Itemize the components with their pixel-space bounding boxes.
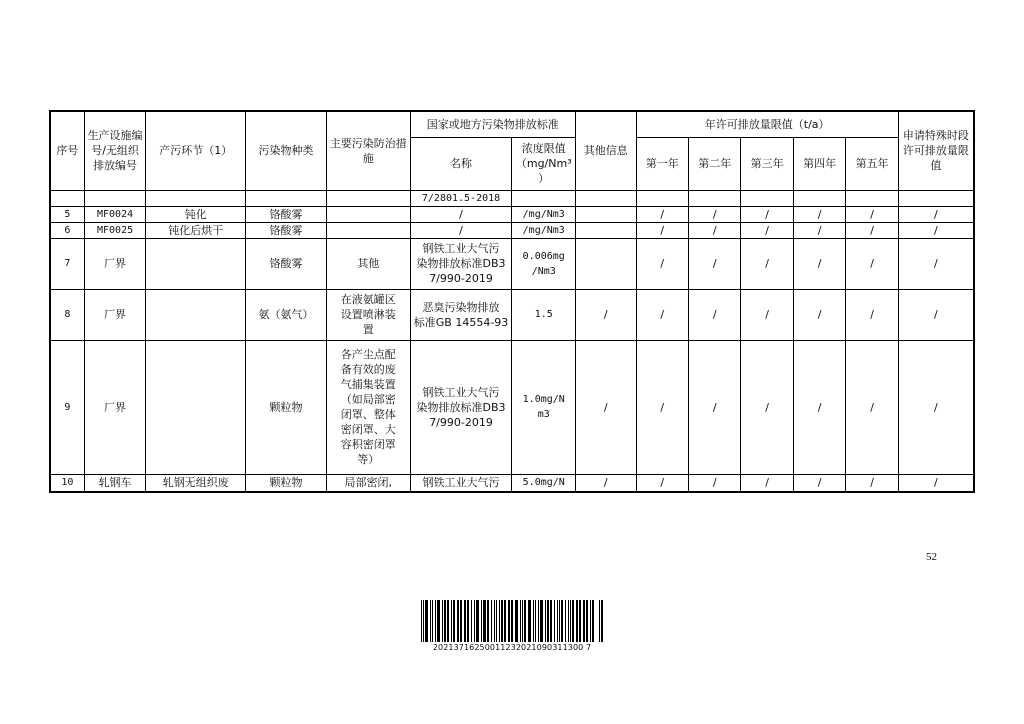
barcode-bar <box>464 600 466 642</box>
barcode-bar <box>471 600 472 642</box>
barcode <box>419 600 605 642</box>
barcode-bar <box>583 600 585 642</box>
barcode-bar <box>511 600 513 642</box>
cell-y2: / <box>688 222 740 238</box>
header-standard-name: 名称 <box>410 137 512 190</box>
cell-stage <box>146 289 246 340</box>
barcode-bar <box>432 600 433 642</box>
cell-y1: / <box>636 206 688 222</box>
cell-measure: 其他 <box>326 238 410 289</box>
cell-code: MF0024 <box>84 206 146 222</box>
header-standard-group: 国家或地方污染物排放标准 <box>410 111 575 137</box>
cell-special: / <box>898 474 974 492</box>
barcode-bar <box>474 600 475 642</box>
barcode-bar <box>421 600 422 642</box>
cell-y5: / <box>846 206 898 222</box>
barcode-bar <box>570 600 571 642</box>
cell-stage <box>146 340 246 474</box>
barcode-bar <box>451 600 452 642</box>
header-pollution-stage: 产污环节（1） <box>146 111 246 190</box>
cell-pollutant <box>246 190 327 206</box>
cell-y3: / <box>741 238 793 289</box>
cell-code: 厂界 <box>84 289 146 340</box>
barcode-bar <box>467 600 469 642</box>
barcode-bar <box>557 600 558 642</box>
cell-other <box>576 222 637 238</box>
cell-y1 <box>636 190 688 206</box>
cell-y3: / <box>741 222 793 238</box>
barcode-bar <box>453 600 455 642</box>
barcode-bar <box>533 600 534 642</box>
cell-other <box>576 190 637 206</box>
barcode-bar <box>501 600 503 642</box>
cell-special <box>898 190 974 206</box>
barcode-bar <box>496 600 497 642</box>
cell-y5: / <box>846 340 898 474</box>
cell-pollutant: 颗粒物 <box>246 340 327 474</box>
barcode-bar <box>565 600 566 642</box>
barcode-bar <box>460 600 462 642</box>
cell-pollutant: 铬酸雾 <box>246 222 327 238</box>
cell-y5: / <box>846 474 898 492</box>
header-year2: 第二年 <box>688 137 740 190</box>
cell-standard: / <box>410 222 512 238</box>
barcode-bar <box>535 600 536 642</box>
barcode-bar <box>476 600 479 642</box>
cell-pollutant: 铬酸雾 <box>246 238 327 289</box>
cell-standard: 钢铁工业大气污 染物排放标准DB3 7/990-2019 <box>410 340 512 474</box>
cell-code: 厂界 <box>84 340 146 474</box>
barcode-bar <box>504 600 506 642</box>
header-annual-group: 年许可排放量限值（t/a） <box>636 111 898 137</box>
cell-limit: /mg/Nm3 <box>512 222 576 238</box>
cell-y3: / <box>741 340 793 474</box>
barcode-bar <box>508 600 510 642</box>
barcode-bar <box>592 600 594 642</box>
cell-measure <box>326 222 410 238</box>
cell-y1: / <box>636 238 688 289</box>
header-year3: 第三年 <box>741 137 793 190</box>
cell-y1: / <box>636 340 688 474</box>
cell-pollutant: 铬酸雾 <box>246 206 327 222</box>
cell-y3: / <box>741 474 793 492</box>
header-facility-code: 生产设施编号/无组织排放编号 <box>84 111 146 190</box>
cell-y1: / <box>636 474 688 492</box>
cell-y4: / <box>793 206 845 222</box>
cell-seq: 8 <box>50 289 84 340</box>
cell-measure <box>326 190 410 206</box>
header-other-info: 其他信息 <box>576 111 637 190</box>
barcode-bar <box>442 600 443 642</box>
cell-y5: / <box>846 289 898 340</box>
table-row <box>50 289 974 340</box>
cell-y1: / <box>636 222 688 238</box>
cell-other <box>576 206 637 222</box>
cell-seq: 6 <box>50 222 84 238</box>
cell-other: / <box>576 340 637 474</box>
barcode-bar <box>579 600 581 642</box>
barcode-bar <box>447 600 449 642</box>
barcode-bar <box>499 600 500 642</box>
cell-standard: / <box>410 206 512 222</box>
barcode-bar <box>576 600 578 642</box>
cell-standard: 钢铁工业大气污 <box>410 474 512 492</box>
barcode-bar <box>559 600 560 642</box>
barcode-bar <box>437 600 440 642</box>
barcode-bar <box>561 600 563 642</box>
barcode-bar <box>550 600 552 642</box>
barcode-bar <box>487 600 489 642</box>
cell-y4: / <box>793 340 845 474</box>
barcode-bar <box>590 600 591 642</box>
cell-limit: /mg/Nm3 <box>512 206 576 222</box>
barcode-bar <box>515 600 518 642</box>
cell-y3: / <box>741 289 793 340</box>
barcode-bar <box>545 600 546 642</box>
cell-measure: 局部密闭, <box>326 474 410 492</box>
table-row <box>50 222 974 238</box>
table-row <box>50 474 974 492</box>
cell-seq: 10 <box>50 474 84 492</box>
barcode-bar <box>457 600 459 642</box>
cell-code: 厂界 <box>84 238 146 289</box>
table-row <box>50 238 974 289</box>
cell-limit: 0.006mg /Nm3 <box>512 238 576 289</box>
barcode-bar <box>586 600 588 642</box>
barcode-bar <box>430 600 431 642</box>
header-pollutant-type: 污染物种类 <box>246 111 327 190</box>
cell-stage: 轧钢无组织废 <box>146 474 246 492</box>
cell-code <box>84 190 146 206</box>
barcode-number: 20213716250011232021090311300 7 <box>432 643 592 652</box>
cell-special: / <box>898 206 974 222</box>
cell-y4: / <box>793 474 845 492</box>
cell-y5: / <box>846 238 898 289</box>
cell-seq: 9 <box>50 340 84 474</box>
cell-y4: / <box>793 238 845 289</box>
cell-y3 <box>741 190 793 206</box>
barcode-bar <box>524 600 526 642</box>
barcode-bar <box>483 600 486 642</box>
barcode-bar <box>601 600 603 642</box>
cell-limit <box>512 190 576 206</box>
cell-stage <box>146 190 246 206</box>
cell-y2: / <box>688 238 740 289</box>
cell-limit: 5.0mg/N <box>512 474 576 492</box>
header-control-measures: 主要污染防治措施 <box>326 111 410 190</box>
cell-standard: 恶臭污染物排放 标准GB 14554-93 <box>410 289 512 340</box>
cell-special: / <box>898 238 974 289</box>
barcode-bar <box>572 600 574 642</box>
cell-limit: 1.0mg/N m3 <box>512 340 576 474</box>
barcode-bar <box>528 600 531 642</box>
barcode-bar <box>522 600 523 642</box>
cell-stage <box>146 238 246 289</box>
cell-y4 <box>793 190 845 206</box>
cell-y4: / <box>793 222 845 238</box>
cell-y4: / <box>793 289 845 340</box>
cell-stage: 钝化 <box>146 206 246 222</box>
cell-y2: / <box>688 206 740 222</box>
emission-limits-table <box>49 110 975 493</box>
cell-seq <box>50 190 84 206</box>
header-special-period: 申请特殊时段许可排放量限值 <box>898 111 974 190</box>
cell-pollutant: 氨（氨气） <box>246 289 327 340</box>
cell-y2: / <box>688 289 740 340</box>
barcode-bar <box>540 600 543 642</box>
cell-measure <box>326 206 410 222</box>
cell-other: / <box>576 289 637 340</box>
cell-stage: 钝化后烘干 <box>146 222 246 238</box>
header-concentration-limit: 浓度限值 （mg/Nm³ ） <box>512 137 576 190</box>
header-seq: 序号 <box>50 111 84 190</box>
header-year4: 第四年 <box>793 137 845 190</box>
cell-y2: / <box>688 474 740 492</box>
barcode-bar <box>444 600 446 642</box>
barcode-bar <box>599 600 600 642</box>
cell-y5: / <box>846 222 898 238</box>
table-row <box>50 190 974 206</box>
cell-measure: 各产尘点配 备有效的废 气捕集装置 （如局部密 闭罩、整体 密闭罩、大 容积密闭罩 等） <box>326 340 410 474</box>
cell-special: / <box>898 289 974 340</box>
barcode-bar <box>547 600 549 642</box>
barcode-bar <box>423 600 424 642</box>
page-number: 52 <box>926 551 937 563</box>
cell-code: MF0025 <box>84 222 146 238</box>
cell-other: / <box>576 474 637 492</box>
cell-seq: 5 <box>50 206 84 222</box>
barcode-bar <box>568 600 569 642</box>
cell-pollutant: 颗粒物 <box>246 474 327 492</box>
cell-y1: / <box>636 289 688 340</box>
cell-code: 轧钢车 <box>84 474 146 492</box>
cell-limit: 1.5 <box>512 289 576 340</box>
barcode-bar <box>494 600 495 642</box>
cell-measure: 在液氨罐区 设置喷淋装 置 <box>326 289 410 340</box>
cell-special: / <box>898 340 974 474</box>
table-row <box>50 206 974 222</box>
header-year5: 第五年 <box>846 137 898 190</box>
table-row <box>50 340 974 474</box>
cell-other <box>576 238 637 289</box>
barcode-bar <box>481 600 482 642</box>
cell-seq: 7 <box>50 238 84 289</box>
barcode-bar <box>435 600 436 642</box>
cell-y2: / <box>688 340 740 474</box>
barcode-bar <box>554 600 555 642</box>
cell-y5 <box>846 190 898 206</box>
barcode-bar <box>491 600 492 642</box>
header-year1: 第一年 <box>636 137 688 190</box>
cell-standard: 钢铁工业大气污 染物排放标准DB3 7/990-2019 <box>410 238 512 289</box>
cell-special: / <box>898 222 974 238</box>
cell-y2 <box>688 190 740 206</box>
cell-standard: 7/2801.5-2018 <box>410 190 512 206</box>
barcode-bar <box>538 600 539 642</box>
barcode-bar <box>520 600 521 642</box>
cell-y3: / <box>741 206 793 222</box>
barcode-bar <box>425 600 428 642</box>
